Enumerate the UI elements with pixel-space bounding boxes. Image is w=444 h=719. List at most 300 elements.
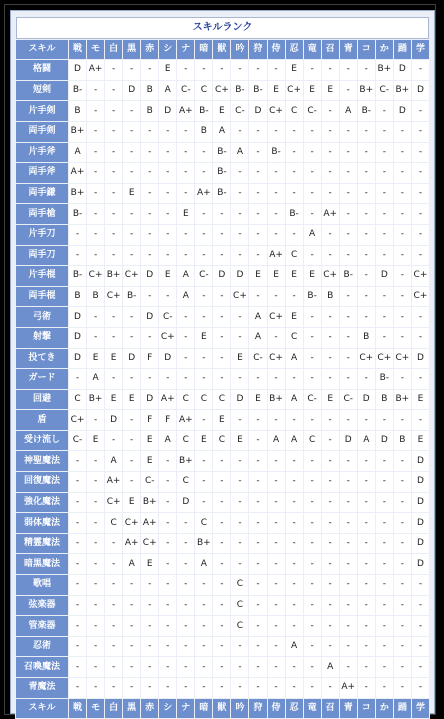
class-footer-row <box>16 699 429 719</box>
rank-cell: - <box>105 225 122 245</box>
rank-cell: - <box>141 184 158 204</box>
skill-name: 投てき <box>16 349 68 369</box>
class-footer: シ <box>159 699 176 719</box>
rank-cell: - <box>123 472 140 492</box>
rank-cell: - <box>213 616 230 636</box>
rank-cell: C+ <box>358 349 375 369</box>
rank-cell: - <box>376 225 393 245</box>
rank-cell: - <box>69 657 86 677</box>
rank-cell: E <box>286 60 303 80</box>
class-footer: か <box>376 699 393 719</box>
class-footer: 獣 <box>213 699 230 719</box>
rank-cell: - <box>412 184 429 204</box>
rank-cell: B- <box>213 163 230 183</box>
table-row <box>16 287 429 307</box>
rank-cell: E <box>231 431 248 451</box>
rank-cell: E <box>213 101 230 121</box>
rank-cell: - <box>268 657 285 677</box>
rank-cell: - <box>213 225 230 245</box>
rank-cell: - <box>358 575 375 595</box>
rank-cell: - <box>412 60 429 80</box>
class-header: 青 <box>340 40 357 60</box>
table-row <box>16 451 429 471</box>
rank-cell: - <box>340 513 357 533</box>
rank-cell: - <box>123 122 140 142</box>
rank-cell: - <box>340 184 357 204</box>
rank-cell: - <box>286 287 303 307</box>
rank-cell: - <box>376 307 393 327</box>
rank-cell: - <box>105 101 122 121</box>
skill-name: 片手斧 <box>16 143 68 163</box>
rank-cell: - <box>376 204 393 224</box>
rank-cell: - <box>358 122 375 142</box>
class-header: シ <box>159 40 176 60</box>
rank-cell: - <box>159 122 176 142</box>
rank-cell: C <box>213 390 230 410</box>
rank-cell: B- <box>340 266 357 286</box>
rank-cell: E <box>123 390 140 410</box>
rank-cell: - <box>249 534 266 554</box>
rank-cell: - <box>177 60 194 80</box>
rank-cell: - <box>159 369 176 389</box>
rank-cell: C- <box>304 101 321 121</box>
skill-column-footer: スキル <box>16 699 68 719</box>
rank-cell: - <box>87 554 104 574</box>
rank-cell: - <box>376 678 393 698</box>
rank-cell: - <box>322 678 339 698</box>
table-row <box>16 101 429 121</box>
rank-cell: - <box>87 657 104 677</box>
rank-cell: - <box>105 534 122 554</box>
rank-cell: - <box>412 328 429 348</box>
class-header: か <box>376 40 393 60</box>
rank-cell: - <box>249 554 266 574</box>
rank-cell: - <box>213 637 230 657</box>
rank-cell: B+ <box>195 534 212 554</box>
rank-cell: - <box>87 410 104 430</box>
rank-cell: - <box>412 163 429 183</box>
rank-cell: - <box>322 143 339 163</box>
class-footer: 忍 <box>286 699 303 719</box>
rank-cell: - <box>213 513 230 533</box>
rank-cell: C+ <box>268 349 285 369</box>
rank-cell: - <box>286 678 303 698</box>
rank-cell: B <box>195 122 212 142</box>
rank-cell: - <box>69 596 86 616</box>
rank-cell: - <box>394 513 411 533</box>
rank-cell: C+ <box>412 266 429 286</box>
rank-cell: - <box>304 616 321 636</box>
rank-cell: B- <box>249 81 266 101</box>
rank-cell: - <box>159 575 176 595</box>
rank-cell: C <box>177 431 194 451</box>
skill-name: 射撃 <box>16 328 68 348</box>
rank-cell: - <box>195 472 212 492</box>
rank-cell: - <box>231 163 248 183</box>
rank-cell: - <box>358 225 375 245</box>
rank-cell: - <box>340 369 357 389</box>
rank-cell: A <box>69 143 86 163</box>
rank-cell: D <box>412 493 429 513</box>
rank-cell: A+ <box>105 472 122 492</box>
rank-cell: - <box>231 122 248 142</box>
table-row <box>16 81 429 101</box>
rank-cell: C+ <box>268 307 285 327</box>
rank-cell: - <box>304 678 321 698</box>
rank-cell: - <box>231 472 248 492</box>
rank-cell: - <box>304 410 321 430</box>
title-row <box>16 17 429 39</box>
rank-cell: - <box>322 369 339 389</box>
skill-name: 片手刀 <box>16 225 68 245</box>
rank-cell: - <box>340 307 357 327</box>
rank-cell: C <box>177 390 194 410</box>
rank-cell: - <box>322 184 339 204</box>
rank-cell: - <box>340 163 357 183</box>
rank-cell: D <box>249 101 266 121</box>
skill-name: 片手剣 <box>16 101 68 121</box>
rank-cell: - <box>177 143 194 163</box>
rank-cell: B <box>358 328 375 348</box>
skill-name: 回避 <box>16 390 68 410</box>
class-footer: 吟 <box>231 699 248 719</box>
rank-cell: E <box>322 390 339 410</box>
skill-name: 両手槍 <box>16 204 68 224</box>
skill-name: ガード <box>16 369 68 389</box>
rank-cell: C+ <box>286 81 303 101</box>
table-row <box>16 246 429 266</box>
rank-cell: - <box>87 307 104 327</box>
rank-cell: - <box>268 163 285 183</box>
rank-cell: - <box>69 225 86 245</box>
rank-cell: C+ <box>141 534 158 554</box>
rank-cell: C+ <box>105 287 122 307</box>
rank-cell: D <box>123 349 140 369</box>
rank-cell: - <box>213 307 230 327</box>
rank-cell: E <box>87 431 104 451</box>
rank-cell: - <box>340 575 357 595</box>
rank-cell: C <box>231 575 248 595</box>
rank-cell: - <box>322 101 339 121</box>
rank-cell: B+ <box>141 493 158 513</box>
rank-cell: C <box>286 328 303 348</box>
class-footer: 侍 <box>268 699 285 719</box>
rank-cell: - <box>159 163 176 183</box>
rank-cell: - <box>358 451 375 471</box>
rank-cell: A <box>213 122 230 142</box>
skill-name: 両手斧 <box>16 163 68 183</box>
skill-name: 両手鎌 <box>16 184 68 204</box>
rank-cell: - <box>286 163 303 183</box>
skill-name: 暗黒魔法 <box>16 554 68 574</box>
rank-cell: - <box>195 369 212 389</box>
rank-cell: A+ <box>87 60 104 80</box>
rank-cell: F <box>141 410 158 430</box>
rank-cell: C <box>304 431 321 451</box>
rank-cell: C- <box>376 81 393 101</box>
rank-cell: - <box>123 246 140 266</box>
rank-cell: - <box>358 307 375 327</box>
rank-cell: A <box>358 431 375 451</box>
rank-cell: - <box>195 60 212 80</box>
rank-cell: - <box>105 143 122 163</box>
rank-cell: - <box>213 575 230 595</box>
rank-cell: - <box>159 657 176 677</box>
rank-cell: - <box>304 60 321 80</box>
rank-cell: A <box>195 554 212 574</box>
rank-cell: - <box>195 349 212 369</box>
rank-cell: - <box>141 575 158 595</box>
rank-cell: C- <box>177 81 194 101</box>
rank-cell: C- <box>340 390 357 410</box>
rank-cell: - <box>376 101 393 121</box>
class-footer: 戦 <box>69 699 86 719</box>
class-footer: 竜 <box>304 699 321 719</box>
table-row <box>16 184 429 204</box>
rank-cell: - <box>322 410 339 430</box>
rank-cell: - <box>358 554 375 574</box>
rank-cell: - <box>177 369 194 389</box>
rank-cell: - <box>304 554 321 574</box>
rank-cell: - <box>249 143 266 163</box>
skill-name: 弦楽器 <box>16 596 68 616</box>
rank-cell: - <box>322 637 339 657</box>
rank-cell: - <box>123 143 140 163</box>
rank-cell: - <box>268 369 285 389</box>
class-header: 暗 <box>195 40 212 60</box>
rank-cell: - <box>105 81 122 101</box>
rank-cell: - <box>177 246 194 266</box>
rank-cell: - <box>123 596 140 616</box>
rank-cell: E <box>268 81 285 101</box>
rank-cell: - <box>231 554 248 574</box>
rank-cell: - <box>195 616 212 636</box>
rank-cell: - <box>322 472 339 492</box>
rank-cell: A <box>286 349 303 369</box>
rank-cell: B+ <box>69 184 86 204</box>
rank-cell: - <box>249 451 266 471</box>
rank-cell: - <box>105 184 122 204</box>
rank-cell: - <box>141 163 158 183</box>
table-row <box>16 410 429 430</box>
class-footer: 黒 <box>123 699 140 719</box>
rank-cell: - <box>123 678 140 698</box>
rank-cell: - <box>340 616 357 636</box>
rank-cell: - <box>268 513 285 533</box>
rank-cell: C+ <box>69 410 86 430</box>
rank-cell: C- <box>159 307 176 327</box>
rank-cell: - <box>394 246 411 266</box>
skill-name: 回復魔法 <box>16 472 68 492</box>
rank-cell: - <box>249 493 266 513</box>
table-row <box>16 266 429 286</box>
rank-cell: - <box>340 657 357 677</box>
rank-cell: - <box>123 431 140 451</box>
rank-cell: - <box>69 513 86 533</box>
rank-cell: - <box>394 287 411 307</box>
rank-cell: - <box>322 163 339 183</box>
rank-cell: - <box>141 60 158 80</box>
rank-cell: C <box>286 101 303 121</box>
rank-cell: - <box>304 534 321 554</box>
rank-cell: - <box>412 225 429 245</box>
rank-cell: A <box>340 101 357 121</box>
rank-cell: - <box>195 575 212 595</box>
rank-cell: - <box>105 307 122 327</box>
rank-cell: - <box>412 204 429 224</box>
rank-cell: C+ <box>322 266 339 286</box>
rank-cell: C+ <box>394 349 411 369</box>
rank-cell: B+ <box>105 266 122 286</box>
table-row <box>16 369 429 389</box>
rank-cell: - <box>195 163 212 183</box>
rank-cell: - <box>231 534 248 554</box>
rank-cell: - <box>213 493 230 513</box>
skill-name: 強化魔法 <box>16 493 68 513</box>
rank-cell: B- <box>304 287 321 307</box>
skill-name: 格闘 <box>16 60 68 80</box>
rank-cell: - <box>213 246 230 266</box>
rank-cell: - <box>412 307 429 327</box>
rank-cell: - <box>249 246 266 266</box>
rank-cell: D <box>412 513 429 533</box>
rank-cell: A+ <box>141 513 158 533</box>
rank-cell: - <box>141 596 158 616</box>
table-row <box>16 513 429 533</box>
rank-cell: - <box>213 60 230 80</box>
rank-cell: - <box>231 513 248 533</box>
rank-cell: - <box>123 451 140 471</box>
rank-cell: - <box>340 472 357 492</box>
rank-cell: A+ <box>177 410 194 430</box>
rank-cell: - <box>141 678 158 698</box>
rank-cell: - <box>286 184 303 204</box>
rank-cell: - <box>268 225 285 245</box>
rank-cell: - <box>159 493 176 513</box>
rank-cell: - <box>358 637 375 657</box>
table-row <box>16 307 429 327</box>
rank-cell: - <box>69 637 86 657</box>
rank-cell: - <box>177 328 194 348</box>
rank-cell: - <box>123 410 140 430</box>
rank-cell: - <box>87 637 104 657</box>
rank-cell: C+ <box>105 493 122 513</box>
rank-cell: - <box>123 328 140 348</box>
rank-cell: A+ <box>268 246 285 266</box>
rank-cell: E <box>141 431 158 451</box>
rank-cell: B <box>87 287 104 307</box>
rank-cell: - <box>231 451 248 471</box>
rank-cell: - <box>358 204 375 224</box>
rank-cell: - <box>231 204 248 224</box>
rank-cell: - <box>69 616 86 636</box>
rank-cell: - <box>105 637 122 657</box>
rank-cell: - <box>304 575 321 595</box>
rank-cell: - <box>394 575 411 595</box>
rank-cell: B- <box>69 81 86 101</box>
rank-cell: - <box>268 184 285 204</box>
rank-cell: - <box>249 575 266 595</box>
class-footer: 召 <box>322 699 339 719</box>
rank-cell: - <box>358 184 375 204</box>
rank-cell: E <box>141 451 158 471</box>
rank-cell: - <box>213 657 230 677</box>
rank-cell: - <box>87 122 104 142</box>
rank-cell: - <box>394 369 411 389</box>
rank-cell: C+ <box>159 328 176 348</box>
rank-cell: D <box>141 307 158 327</box>
table-row <box>16 554 429 574</box>
rank-cell: - <box>304 493 321 513</box>
table-row <box>16 349 429 369</box>
rank-cell: B <box>322 287 339 307</box>
rank-cell: - <box>376 163 393 183</box>
rank-cell: - <box>376 657 393 677</box>
rank-cell: - <box>123 163 140 183</box>
rank-cell: - <box>195 657 212 677</box>
rank-cell: - <box>376 184 393 204</box>
rank-cell: D <box>394 60 411 80</box>
rank-cell: - <box>412 143 429 163</box>
rank-cell: - <box>358 143 375 163</box>
rank-cell: - <box>394 143 411 163</box>
rank-cell: A+ <box>195 184 212 204</box>
rank-cell: - <box>322 596 339 616</box>
rank-cell: - <box>195 287 212 307</box>
outer-frame <box>4 4 436 715</box>
rank-cell: - <box>304 657 321 677</box>
rank-cell: - <box>304 596 321 616</box>
rank-cell: C <box>213 431 230 451</box>
rank-cell: D <box>376 266 393 286</box>
rank-cell: - <box>376 122 393 142</box>
rank-cell: D <box>159 101 176 121</box>
rank-cell: D <box>340 431 357 451</box>
rank-cell: - <box>159 184 176 204</box>
rank-cell: - <box>195 225 212 245</box>
rank-cell: - <box>249 513 266 533</box>
skill-name: 弱体魔法 <box>16 513 68 533</box>
rank-cell: - <box>87 184 104 204</box>
rank-cell: C+ <box>123 266 140 286</box>
rank-cell: - <box>412 657 429 677</box>
rank-cell: A <box>249 307 266 327</box>
rank-cell: - <box>322 616 339 636</box>
rank-cell: C- <box>304 390 321 410</box>
rank-cell: - <box>141 369 158 389</box>
rank-cell: - <box>322 554 339 574</box>
rank-cell: - <box>231 60 248 80</box>
rank-cell: - <box>268 410 285 430</box>
rank-cell: - <box>394 163 411 183</box>
rank-cell: - <box>231 410 248 430</box>
rank-cell: - <box>141 122 158 142</box>
table-row <box>16 204 429 224</box>
rank-cell: - <box>268 472 285 492</box>
rank-cell: - <box>105 596 122 616</box>
rank-cell: - <box>268 554 285 574</box>
rank-cell: B- <box>268 143 285 163</box>
rank-cell: - <box>340 554 357 574</box>
rank-cell: - <box>123 369 140 389</box>
rank-cell: - <box>249 287 266 307</box>
rank-cell: - <box>105 554 122 574</box>
class-header: 竜 <box>304 40 321 60</box>
rank-cell: - <box>358 534 375 554</box>
rank-cell: - <box>340 81 357 101</box>
rank-cell: - <box>286 596 303 616</box>
rank-cell: - <box>268 534 285 554</box>
